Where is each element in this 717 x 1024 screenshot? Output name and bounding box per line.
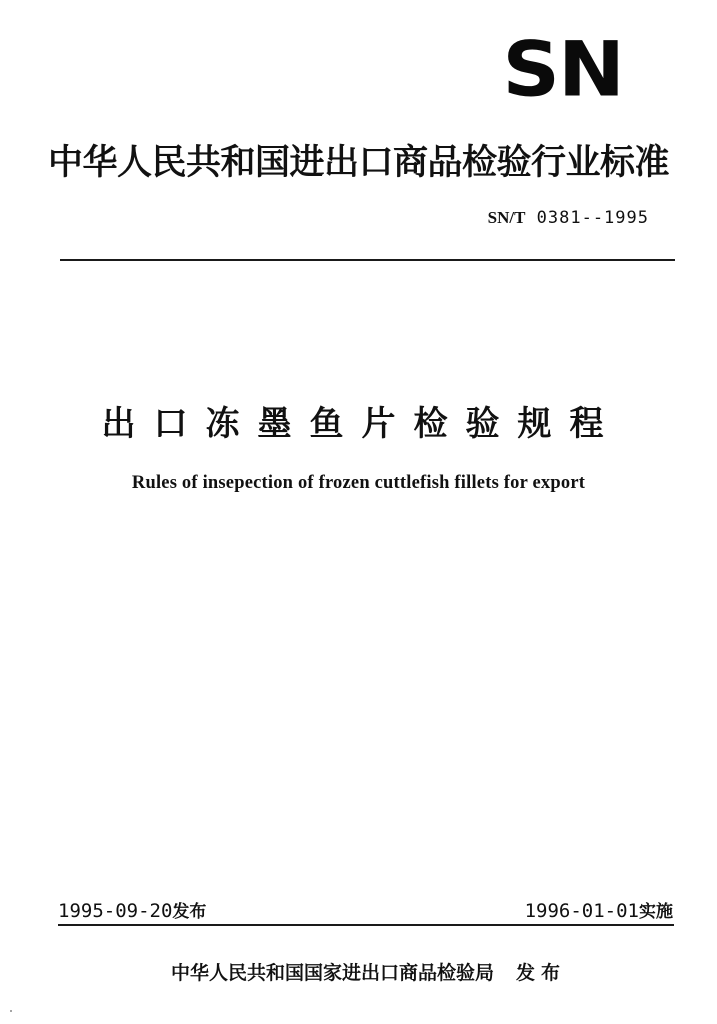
document-title-english: Rules of insepection of frozen cuttlefish fillets for export	[131, 473, 586, 493]
standard-code-number: 0381--1995	[525, 208, 649, 228]
implementation-date-line	[525, 898, 673, 925]
standard-code-prefix: SN/T	[487, 208, 526, 227]
implementation-label: 实施	[639, 902, 673, 922]
publisher-verb: 发布	[516, 962, 567, 984]
standard-code	[488, 206, 649, 230]
top-divider	[60, 259, 675, 261]
issue-label: 发布	[172, 902, 207, 922]
issue-date-line	[58, 898, 206, 925]
scan-speck	[10, 1010, 12, 1012]
document-title-chinese: 出口冻墨鱼片检验规程	[101, 404, 622, 444]
issue-date: 1995-09-20	[58, 900, 173, 922]
bottom-divider	[58, 924, 674, 926]
publisher-line	[0, 960, 717, 986]
implementation-date: 1996-01-01	[524, 900, 639, 922]
sn-logo: SN	[502, 25, 623, 114]
standard-category-title: 中华人民共和国进出口商品检验行业标准	[48, 143, 670, 183]
publisher-name: 中华人民共和国国家进出口商品检验局	[170, 962, 494, 984]
